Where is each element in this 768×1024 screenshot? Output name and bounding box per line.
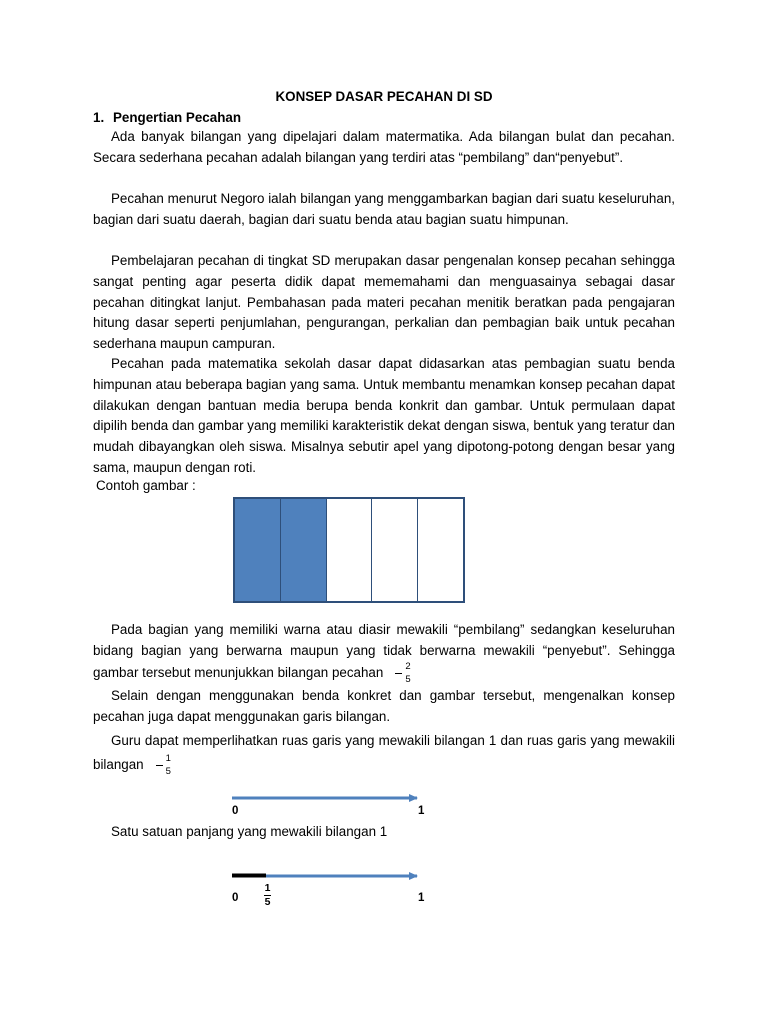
document-title: KONSEP DASAR PECAHAN DI SD xyxy=(275,89,493,104)
paragraph-6: Selain dengan menggunakan benda konkret dan gambar tersebut, mengenalkan konsep pecahan juga dapat menggunakan garis bilangan. xyxy=(93,688,675,724)
shaded-part xyxy=(281,499,327,601)
fraction-denominator: 5 xyxy=(264,896,271,908)
fraction-two-fifths xyxy=(387,662,410,685)
section-heading-text: Pengertian Pecahan xyxy=(113,110,242,125)
unshaded-part xyxy=(418,499,463,601)
unshaded-part xyxy=(372,499,418,601)
fraction-numerator: 1 xyxy=(165,752,171,764)
fraction-denominator: 5 xyxy=(165,765,171,777)
fraction-denominator: 5 xyxy=(405,673,411,685)
fraction-numerator: 2 xyxy=(405,660,411,672)
paragraph-5 xyxy=(93,620,675,685)
section-number: 1. xyxy=(93,110,105,125)
paragraph-4: Pecahan pada matematika sekolah dasar dapat didasarkan atas pembagian suatu benda himpunan atau beberapa bagian yang sama. Untuk membantu menamkan konsep pecahan dapat dilakukan dengan bantuan media berupa benda konkrit dan gambar. Untuk permulaan dapat dipilih benda dan gambar yang memiliki karakteristik dekat dengan siswa, bentuk yang teratur dan mudah dibayangkan oleh siswa. Misalnya sebutir apel yang dipotong-potong dengan besar yang sama, maupun dengan roti. xyxy=(93,356,675,475)
line2-one-fifth-label xyxy=(264,883,271,908)
line2-one-label: 1 xyxy=(418,892,425,904)
fraction-diagram xyxy=(233,497,465,603)
line2-zero-label: 0 xyxy=(232,892,239,904)
paragraph-5-text: Pada bagian yang memiliki warna atau diasir mewakili “pembilang” sedangkan keseluruhan bidang bagian yang berwarna maupun yang tidak berwarna mewakili “penyebut”. Sehingga gambar tersebut menunjukkan bilangan pecahan xyxy=(93,622,675,680)
fraction-numerator: 1 xyxy=(264,882,271,894)
fraction-one-fifth xyxy=(148,754,171,777)
paragraph-3: Pembelajaran pecahan di tingkat SD merupakan dasar pengenalan konsep pecahan sehingga sangat penting agar peserta didik dapat mememahami dan menguasainya sebagai dasar pecahan ditingkat lanjut. Pembahasan pada materi pecahan menitik beratkan pada pengajaran hitung dasar seperti penjumlahan, pengurangan, perkalian dan pembagian baik untuk pecahan sederhana maupun campuran. xyxy=(93,253,675,352)
paragraph-7 xyxy=(93,729,675,777)
paragraph-7-text: Guru dapat memperlihatkan ruas garis yang mewakili bilangan 1 dan ruas garis yang mewakili bilangan xyxy=(93,733,675,772)
shaded-part xyxy=(235,499,281,601)
example-label: Contoh gambar : xyxy=(96,478,196,493)
unshaded-part xyxy=(327,499,373,601)
section-heading xyxy=(93,110,241,125)
line1-one-label: 1 xyxy=(418,805,425,817)
paragraph-2: Pecahan menurut Negoro ialah bilangan yang menggambarkan bagian dari suatu keseluruhan, bagian dari suatu daerah, bagian dari suatu benda atau bagian suatu himpunan. xyxy=(93,191,675,227)
line1-zero-label: 0 xyxy=(232,805,239,817)
paragraph-1: Ada banyak bilangan yang dipelajari dalam matermatika. Ada bilangan bulat dan pecahan. Secara sederhana pecahan adalah bilangan yang terdiri atas “pembilang” dan“penyebut”. xyxy=(93,129,675,165)
unit-sentence: Satu satuan panjang yang mewakili bilangan 1 xyxy=(111,824,388,839)
